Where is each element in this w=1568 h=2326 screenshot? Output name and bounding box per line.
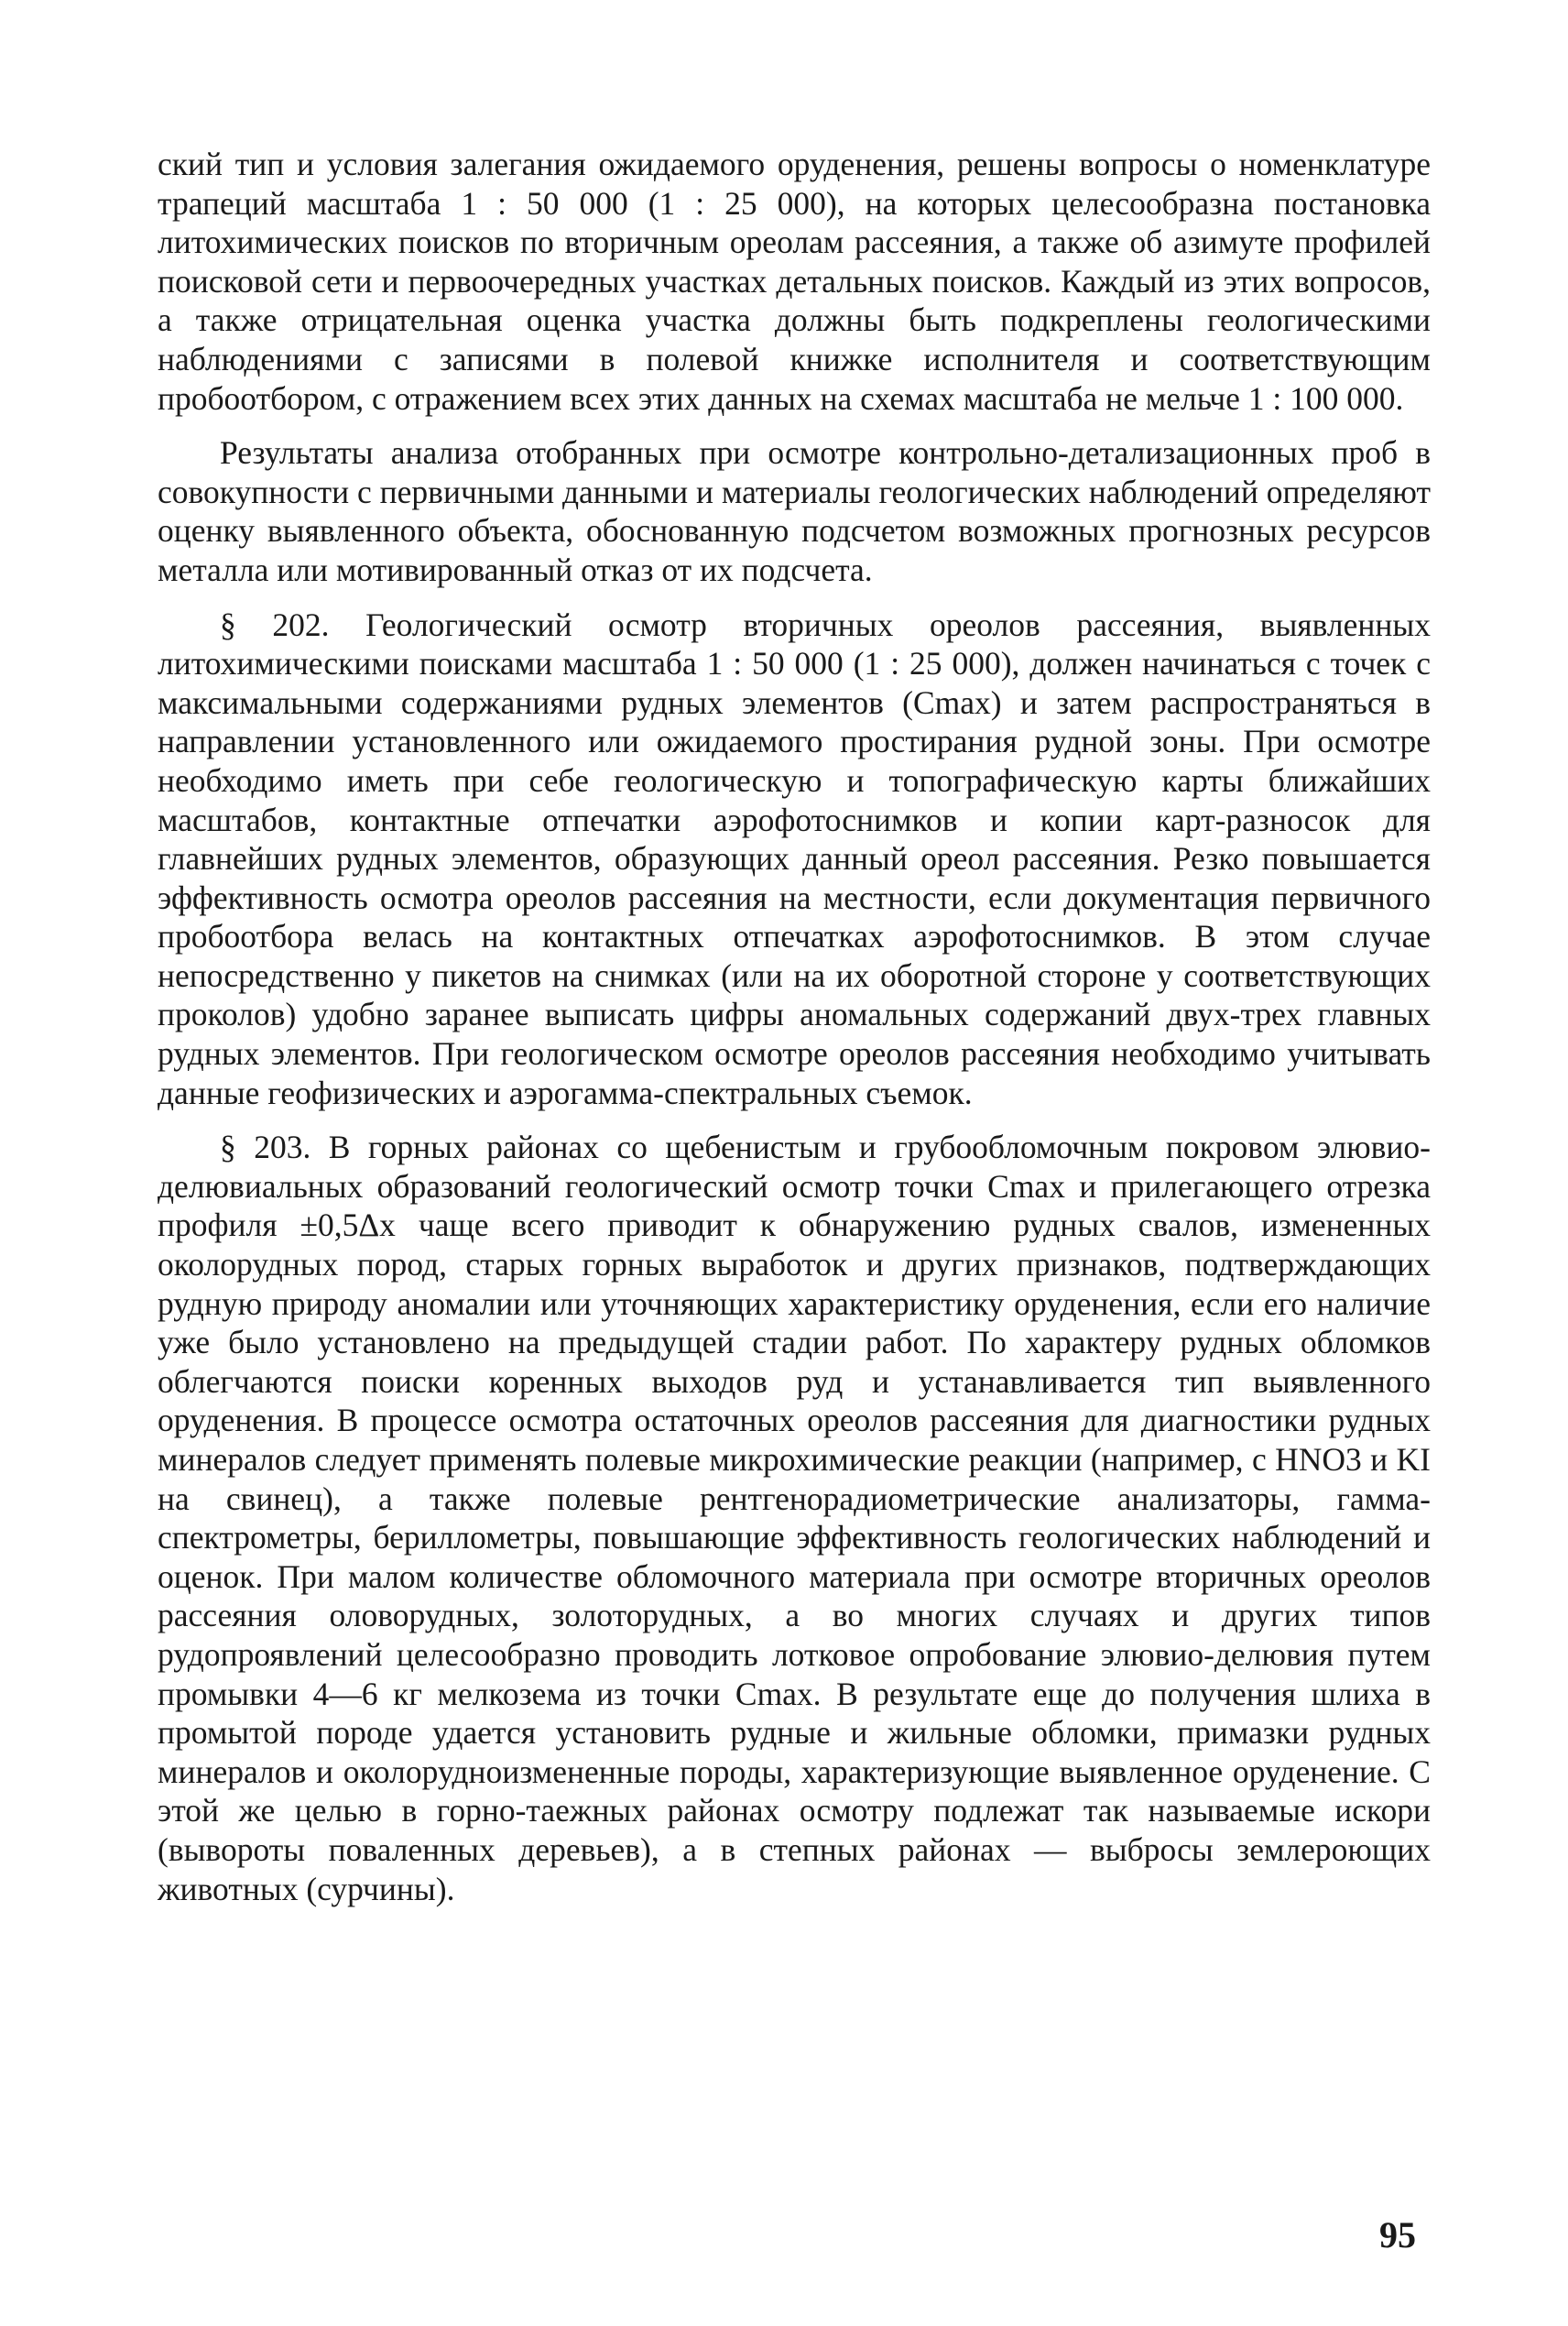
paragraph-section-203: § 203. В горных районах со щебенистым и грубообломочным покровом элювио-делювиальных образований геологический осмотр точки Cmax и прилегающего отрезка профиля ±0,5Δx чаще всего приводит к обнаружению рудных свалов, измененных околорудных пород, старых горных выработок и других признаков, подтверждающих рудную природу аномалии или уточняющих характеристику оруденения, если его наличие уже было установлено на предыдущей стадии работ. По характеру рудных обломков облегчаются поиски коренных выходов руд и устанавливается тип выявленного оруденения. В процессе осмотра остаточных ореолов рассеяния для диагностики рудных минералов следует применять полевые микрохимические реакции (например, с HNO3 и KI на свинец), а также полевые рентгенорадиометрические анализаторы, гамма-спектрометры, бериллометры, повышающие эффективность геологических наблюдений и оценок. При малом количестве обломочного материала при осмотре вторичных ореолов рассеяния оловорудных, золоторудных, а во многих случаях и других типов рудопроявлений целесообразно проводить лотковое опробование элювио-делювия путем промывки 4—6 кг мелкозема из точки Cmax. В результате еще до получения шлиха в промытой породе удается установить рудные и жильные обломки, примазки рудных минералов и околорудноизмененные породы, характеризующие выявленное оруденение. С этой же целью в горно-таежных районах осмотру подлежат так называемые искори (вывороты поваленных деревьев), а в степных районах — выбросы землероющих животных (сурчины). bbox=[158, 1129, 1431, 1907]
paragraph-section-202: § 202. Геологический осмотр вторичных ореолов рассеяния, выявленных литохимическими поисками масштаба 1 : 50 000 (1 : 25 000), должен начинаться с точек с максимальными содержаниями рудных элементов (Cmax) и затем распространяться в направлении установленного или ожидаемого простирания рудной зоны. При осмотре необходимо иметь при себе геологическую и топографическую карты ближайших масштабов, контактные отпечатки аэрофотоснимков и копии карт-разносок для главнейших рудных элементов, образующих данный ореол рассеяния. Резко повышается эффективность осмотра ореолов рассеяния на местности, если документация первичного пробоотбора велась на контактных отпечатках аэрофотоснимков. В этом случае непосредственно у пикетов на снимках (или на их оборотной стороне у соответствующих проколов) удобно заранее выписать цифры аномальных содержаний двух-трех главных рудных элементов. При геологическом осмотре ореолов рассеяния необходимо учитывать данные геофизических и аэрогамма-спектральных съемок. bbox=[158, 606, 1431, 1111]
body-text bbox=[158, 145, 1431, 1924]
paragraph-continuation: ский тип и условия залегания ожидаемого оруденения, решены вопросы о номенклатуре трапеций масштаба 1 : 50 000 (1 : 25 000), на которых целесообразна постановка литохимических поисков по вторичным ореолам рассеяния, а также об азимуте профилей поисковой сети и первоочередных участках детальных поисков. Каждый из этих вопросов, а также отрицательная оценка участка должны быть подкреплены геологическими наблюдениями с записями в полевой книжке исполнителя и соответствующим пробоотбором, с отражением всех этих данных на схемах масштаба не мельче 1 : 100 000. bbox=[158, 146, 1431, 417]
page-number: 95 bbox=[1379, 2214, 1416, 2255]
paragraph-results: Результаты анализа отобранных при осмотре контрольно-детализационных проб в совокупности с первичными данными и материалы геологических наблюдений определяют оценку выявленного объекта, обоснованную подсчетом возможных прогнозных ресурсов металла или мотивированный отказ от их подсчета. bbox=[158, 434, 1431, 588]
